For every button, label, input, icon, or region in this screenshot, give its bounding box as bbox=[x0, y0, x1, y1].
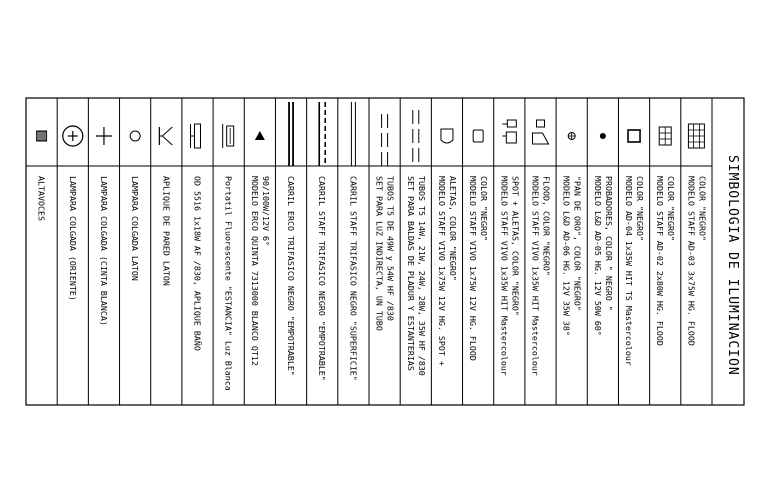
small-circle-lamp-icon bbox=[130, 131, 140, 141]
spot-wings-icon bbox=[441, 129, 453, 143]
legend-description-line: SPOT + ALETAS, COLOR "NEGRO" bbox=[510, 176, 521, 316]
legend-description-line: ALETAS, COLOR "NEGRO" bbox=[447, 176, 458, 281]
legend-description-line: MODELO STAFF AD-02 2x80W HG. FLOOD bbox=[655, 176, 666, 346]
downlight-cross-icon bbox=[568, 133, 575, 140]
legend-description-line: LAMPARA COLGADA LATON bbox=[130, 176, 141, 281]
track-surface-icon bbox=[351, 102, 355, 166]
legend-description-line: MODELO STAFF VIVO 1x35W HIT Mastercolour bbox=[530, 176, 541, 376]
legend-description-line: MODELO STAFF VIVO 1x75W 12V HG. FLOOD bbox=[468, 176, 479, 361]
legend-description-line: "PAN DE ORO", COLOR "NEGRO" bbox=[572, 176, 583, 311]
legend-description-line: MODELO ERCO QUINTA 7313000 BLANCO QT12 bbox=[249, 176, 260, 366]
square-hit-icon bbox=[628, 130, 640, 142]
legend-description-line: MODELO L&D AD-06 HG. 12V 35W 38° bbox=[561, 176, 572, 336]
grid-3x3-icon bbox=[688, 124, 704, 148]
legend-description-line: COLOR "NEGRO" bbox=[479, 176, 490, 241]
legend-description-line: SET PARA LUZ INDIRECTA, UN TUBO bbox=[374, 176, 385, 331]
grid-2x2-icon bbox=[659, 127, 671, 145]
flood-hit-icon bbox=[533, 120, 549, 144]
circle-plus-lamp-icon bbox=[63, 126, 83, 146]
legend-description-line: COLOR "NEGRO" bbox=[635, 176, 646, 241]
legend-description-line: FLOOD, COLOR "NEGRO" bbox=[541, 176, 552, 276]
bath-wall-light-icon bbox=[191, 124, 201, 148]
legend-description-line: Portatil Fluorescente "ESTANCIA" Luz Blanca bbox=[223, 176, 234, 391]
legend-description-line: COLOR "NEGRO" bbox=[666, 176, 677, 241]
legend-description-line: MODELO STAFF AD-03 3x75W HG. FLOOD bbox=[686, 176, 697, 346]
legend-description-line: LAMPARA COLGADA (CINTA BLANCA) bbox=[98, 176, 109, 326]
legend-description-line: MODELO STAFF VIVO 1x35W HIT Mastercolour bbox=[499, 176, 510, 376]
spot-hit-icon bbox=[502, 120, 516, 143]
wall-sconce-icon bbox=[159, 127, 172, 145]
track-recessed-icon bbox=[289, 102, 293, 166]
legend-description-line: CARRIL STAFF TRIFASICO NEGRO "EMPOTRABLE" bbox=[317, 176, 328, 381]
legend-description-line: TUBOS T5 14W, 21W, 24W, 28W, 35W HF /830 bbox=[416, 176, 427, 376]
legend-description-line: SET PARA BALDAS DE PLADUR Y ESTANTERIAS bbox=[405, 176, 416, 371]
legend-title: SIMBOLOGIA DE ILUMINACION bbox=[725, 155, 740, 376]
legend-description-line: MODELO AD-04 1x35W HIT TS Mastercolour bbox=[624, 176, 635, 366]
legend-description-line: 90/100W/12V 6° bbox=[260, 176, 271, 246]
flood-rect-icon bbox=[473, 130, 483, 142]
track-dashed-icon bbox=[319, 102, 325, 166]
plus-lamp-icon bbox=[96, 127, 112, 145]
downlight-dot-icon bbox=[600, 133, 606, 139]
indirect-tube-icon bbox=[382, 114, 388, 166]
fluorescent-portable-icon bbox=[223, 124, 234, 148]
legend-description-line: MODELO STAFF VIVO 1x75W 12V HG. SPOT + bbox=[436, 176, 447, 366]
legend-description-line: PROBADORES, COLOR " NEGRO " bbox=[603, 176, 614, 311]
legend-description-line: ALTAVOCES bbox=[36, 176, 47, 221]
speaker-symbol-icon bbox=[37, 131, 47, 141]
legend-description-line: MODELO L&D AD-05 HG. 12V 50W 60° bbox=[592, 176, 603, 336]
legend-description-line: TUBOS T5 DE 49W y 54W HF /830 bbox=[385, 176, 396, 321]
legend-description-line: LAMPARA COLGADA (ORIENTE) bbox=[67, 176, 78, 301]
symbols-group bbox=[37, 102, 705, 166]
legend-description-line: OD 5516 1x18W AF /830, APLIQUE BAÑO bbox=[192, 176, 203, 351]
shelf-light-icon bbox=[413, 110, 419, 162]
legend-description-line: CARRIL ERCO TRIFASICO NEGRO "EMPOTRABLE" bbox=[286, 176, 297, 376]
texts-group bbox=[37, 176, 708, 391]
legend-description-line: CARRIL STAFF TRIFASICO NEGRO "SUPERFICIE" bbox=[348, 176, 359, 381]
legend-description-line: COLOR "NEGRO" bbox=[697, 176, 708, 241]
triangle-recessed-icon bbox=[255, 131, 265, 140]
legend-description-line: APLIQUE DE PARED LATON bbox=[161, 176, 172, 286]
